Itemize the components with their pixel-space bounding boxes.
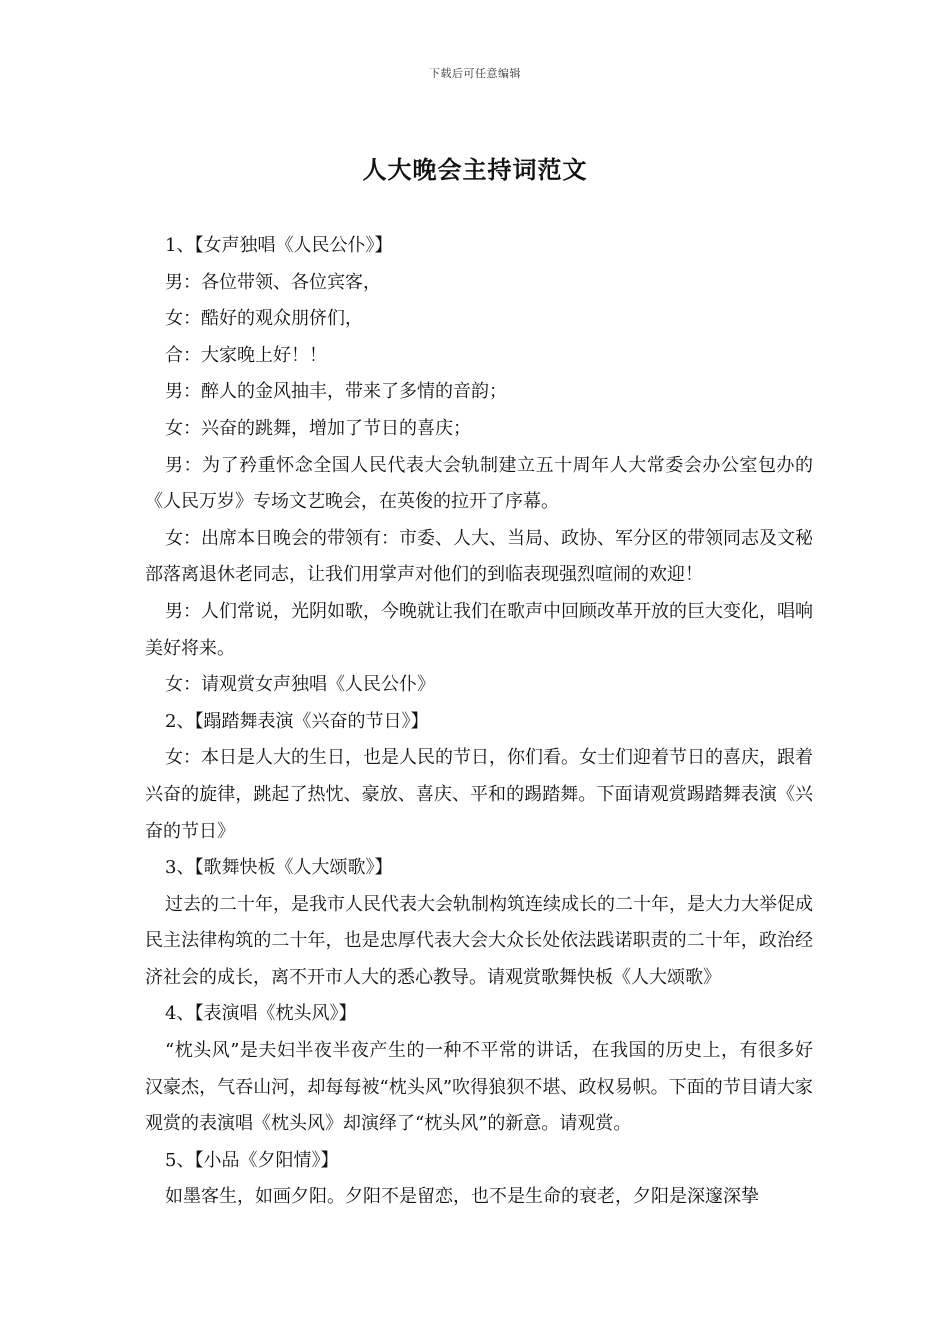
- section-heading-4: 4、【表演唱《枕头风》】: [165, 1003, 357, 1025]
- page-title: 人大晚会主持词范文: [362, 155, 588, 184]
- paragraph: 合：大家晚上好！！: [165, 344, 327, 366]
- paragraph: 女：出席本日晚会的带领有：市委、人大、当局、政协、军分区的带领同志及文秘部落离退休老同志，让我们用掌声对他们的到临表现强烈喧闹的欢迎！: [145, 527, 813, 586]
- paragraph: 过去的二十年，是我市人民代表大会轨制构筑连续成长的二十年，是大力大举促成民主法律构筑的二十年，也是忠厚代表大会大众长处依法践诺职责的二十年，政治经济社会的成长，离不开市人大的悉心教导。请观赏歌舞快板《人大颂歌》: [145, 893, 813, 988]
- document-body: [145, 228, 813, 1216]
- section-heading-5: 5、【小品《夕阳情》】: [165, 1149, 339, 1171]
- paragraph: 女：请观赏女声独唱《人民公仆》: [165, 674, 435, 696]
- section-heading-1: 1、【女声独唱《人民公仆》】: [165, 235, 393, 256]
- header-note: 下载后可任意编辑: [429, 67, 521, 80]
- paragraph: 男：为了矜重怀念全国人民代表大会轨制建立五十周年人大常委会办公室包办的《人民万岁》专场文艺晚会，在英俊的拉开了序幕。: [145, 454, 813, 513]
- paragraph: “枕头风”是夫妇半夜半夜产生的一种不平常的讲话，在我国的历史上，有很多好汉豪杰，气吞山河，却每每被“枕头风”吹得狼狈不堪、政权易帜。下面的节目请大家观赏的表演唱《枕头风》却演绎了“枕头风”的新意。请观赏。: [145, 1040, 813, 1135]
- paragraph: 女：酷好的观众朋侪们，: [165, 308, 363, 330]
- section-heading-3: 3、【歌舞快板《人大颂歌》】: [165, 857, 393, 879]
- paragraph: 女：本日是人大的生日，也是人民的节日，你们看。女士们迎着节日的喜庆，跟着兴奋的旋律，跳起了热忱、豪放、喜庆、平和的踢踏舞。下面请观赏踢踏舞表演《兴奋的节日》: [145, 747, 813, 842]
- paragraph: 男：人们常说，光阴如歌，今晚就让我们在歌声中回顾改革开放的巨大变化，唱响美好将来。: [145, 600, 813, 659]
- paragraph: 如墨客生，如画夕阳。夕阳不是留恋，也不是生命的衰老，夕阳是深邃深挚: [165, 1186, 759, 1208]
- paragraph: 男：各位带领、各位宾客，: [165, 271, 381, 293]
- paragraph: 女：兴奋的跳舞，增加了节日的喜庆；: [165, 417, 471, 439]
- section-heading-2: 2、【蹋踏舞表演《兴奋的节日》】: [165, 710, 429, 732]
- paragraph: 男：醉人的金风抽丰，带来了多情的音韵；: [165, 381, 507, 403]
